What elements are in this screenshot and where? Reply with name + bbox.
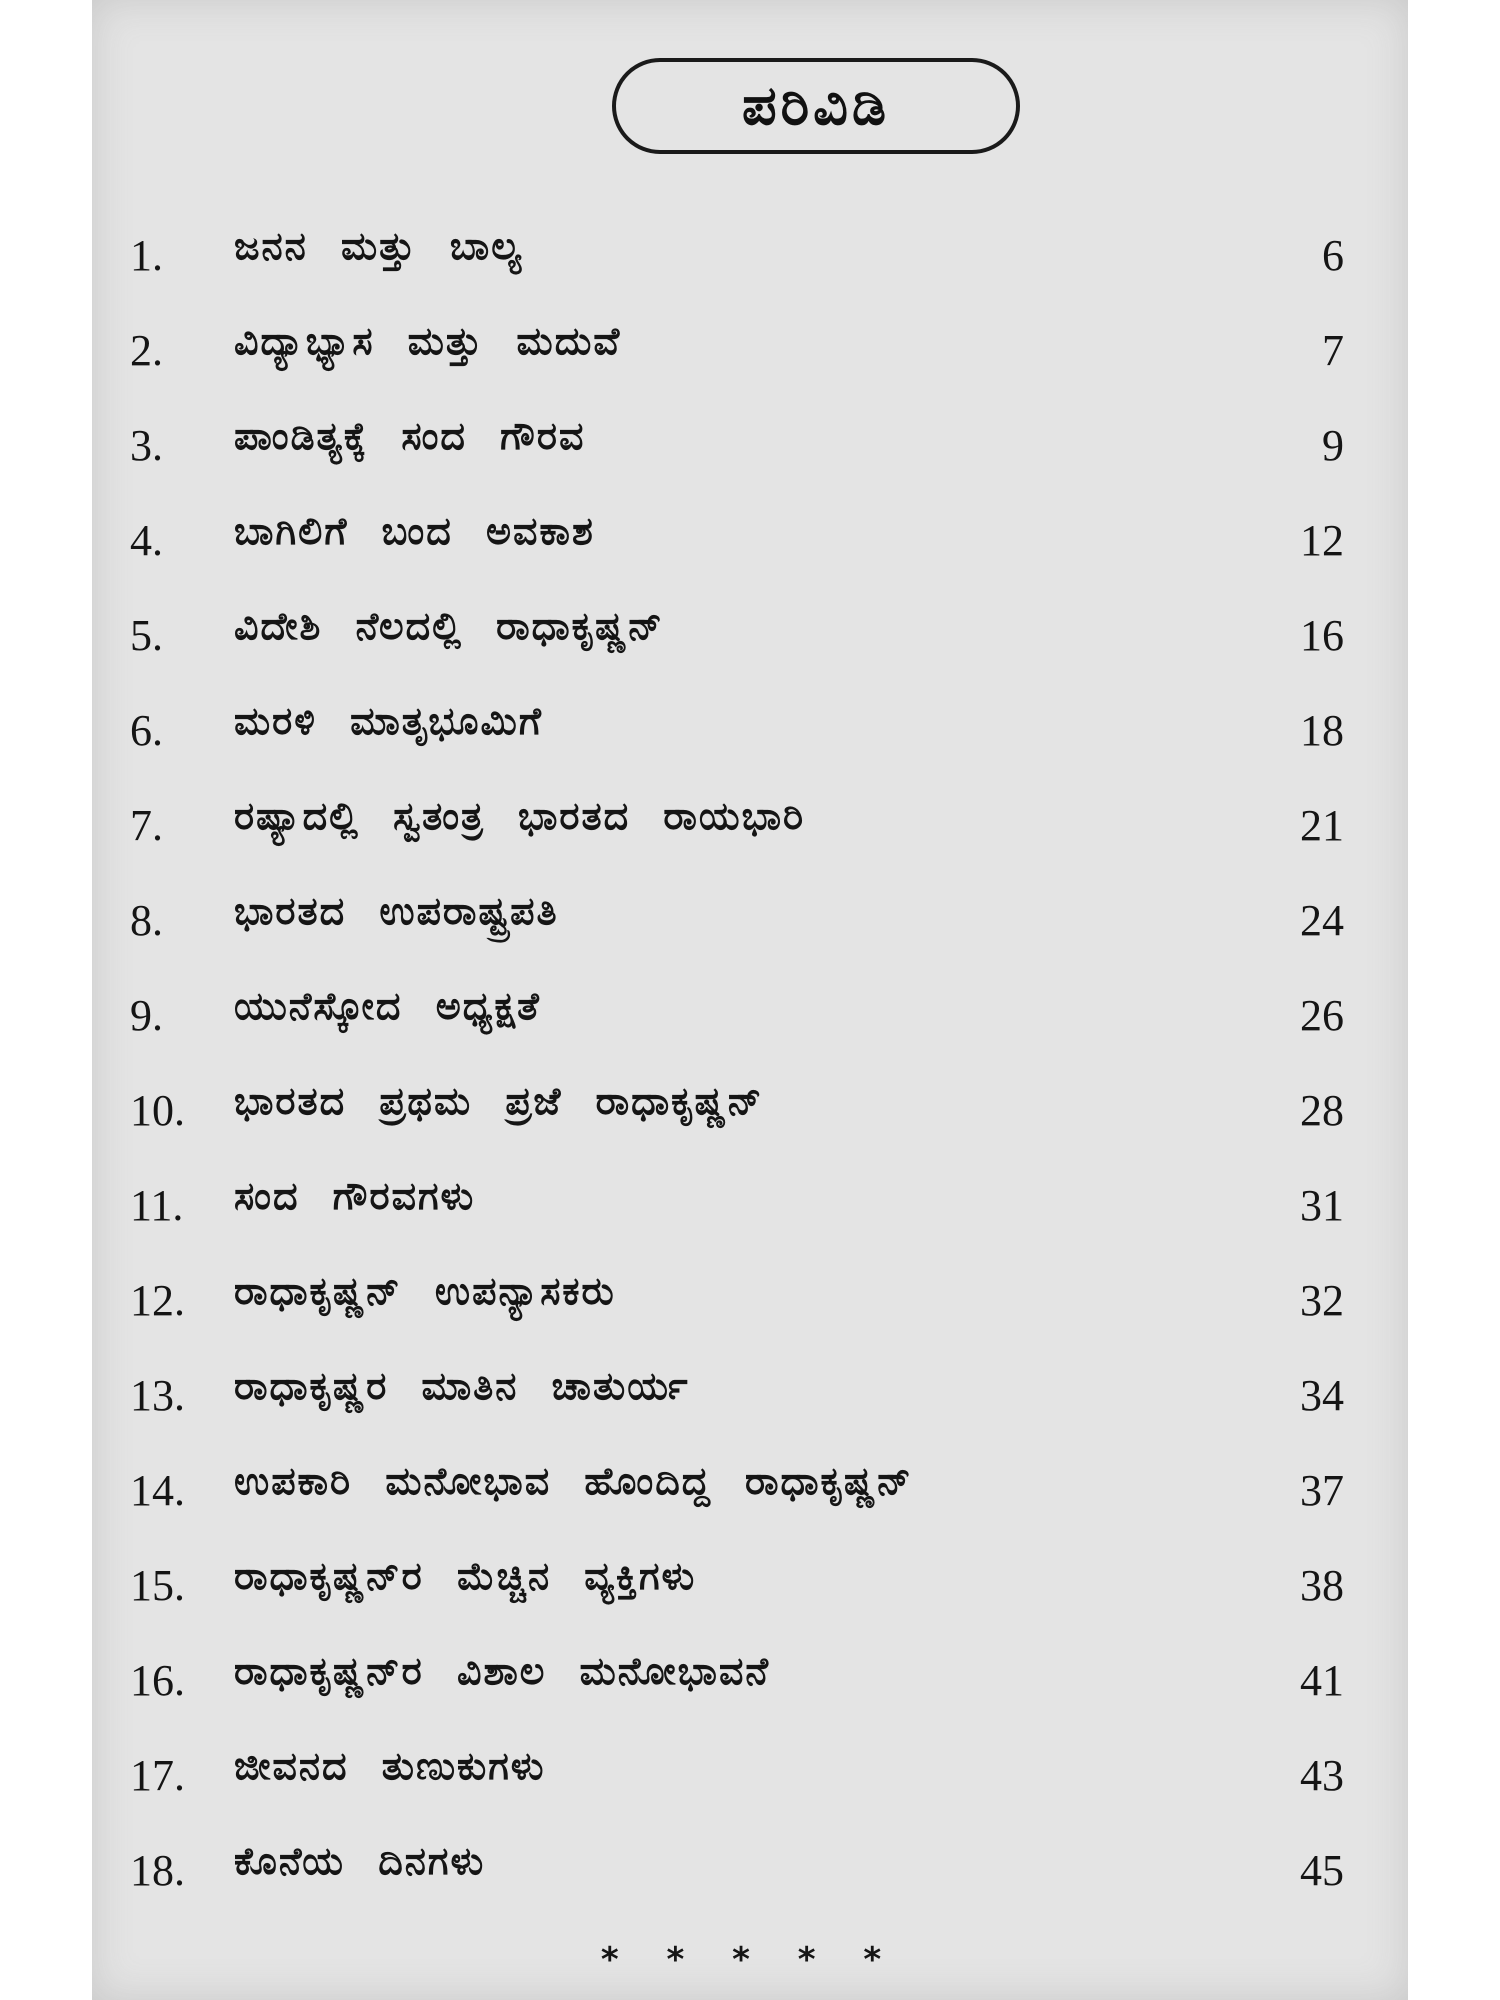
toc-entry-number: 4. [130, 516, 163, 565]
toc-entry-title: ಉಪಕಾರಿ ಮನೋಭಾವ ಹೊಂದಿದ್ದ ರಾಧಾಕೃಷ್ಣನ್ [234, 1459, 913, 1503]
toc-entry-15 [92, 1540, 1408, 1635]
toc-entry-title: ವಿದ್ಯಾಭ್ಯಾಸ ಮತ್ತು ಮದುವೆ [234, 319, 622, 363]
toc-entry-title: ಜೀವನದ ತುಣುಕುಗಳು [234, 1744, 546, 1788]
toc-entry-title: ಭಾರತದ ಉಪರಾಷ್ಟ್ರಪತಿ [234, 889, 559, 933]
toc-entry-number: 17. [130, 1751, 185, 1800]
toc-entry-7 [92, 780, 1408, 875]
toc-entry-title: ಯುನೆಸ್ಕೋದ ಅಧ್ಯಕ್ಷತೆ [234, 984, 541, 1028]
toc-entry-number: 8. [130, 896, 163, 945]
toc-entry-page: 34 [1300, 1371, 1344, 1420]
toc-entry-4 [92, 495, 1408, 590]
toc-entry-title: ರಾಧಾಕೃಷ್ಣನ್‌ರ ಮೆಚ್ಚಿನ ವ್ಯಕ್ತಿಗಳು [234, 1554, 697, 1598]
toc-entry-number: 2. [130, 326, 163, 375]
toc-entry-page: 26 [1300, 991, 1344, 1040]
toc-entry-page: 12 [1300, 516, 1344, 565]
table-of-contents [92, 210, 1408, 1920]
toc-entry-title: ಸಂದ ಗೌರವಗಳು [234, 1174, 476, 1218]
toc-entry-number: 5. [130, 611, 163, 660]
toc-entry-title: ರಾಧಾಕೃಷ್ಣರ ಮಾತಿನ ಚಾತುರ್ಯ [234, 1364, 690, 1408]
toc-entry-number: 6. [130, 706, 163, 755]
title-oval [612, 58, 1020, 154]
toc-entry-12 [92, 1255, 1408, 1350]
toc-entry-5 [92, 590, 1408, 685]
toc-entry-1 [92, 210, 1408, 305]
toc-entry-page: 41 [1300, 1656, 1344, 1705]
toc-entry-number: 12. [130, 1276, 185, 1325]
toc-entry-14 [92, 1445, 1408, 1540]
toc-entry-title: ಜನನ ಮತ್ತು ಬಾಲ್ಯ [234, 224, 524, 268]
toc-entry-number: 10. [130, 1086, 185, 1135]
toc-entry-title: ರಷ್ಯಾದಲ್ಲಿ ಸ್ವತಂತ್ರ ಭಾರತದ ರಾಯಭಾರಿ [234, 794, 806, 838]
toc-entry-number: 9. [130, 991, 163, 1040]
toc-entry-page: 16 [1300, 611, 1344, 660]
page-title: ಪರಿವಿಡಿ [742, 74, 890, 137]
toc-entry-16 [92, 1635, 1408, 1730]
toc-entry-18 [92, 1825, 1408, 1920]
toc-entry-title: ಮರಳಿ ಮಾತೃಭೂಮಿಗೆ [234, 699, 543, 743]
toc-entry-page: 24 [1300, 896, 1344, 945]
toc-entry-page: 6 [1322, 231, 1344, 280]
toc-entry-page: 31 [1300, 1181, 1344, 1230]
toc-entry-9 [92, 970, 1408, 1065]
toc-entry-page: 32 [1300, 1276, 1344, 1325]
toc-entry-page: 37 [1300, 1466, 1344, 1515]
toc-entry-2 [92, 305, 1408, 400]
toc-entry-title: ಭಾರತದ ಪ್ರಥಮ ಪ್ರಜೆ ರಾಧಾಕೃಷ್ಣನ್ [234, 1079, 764, 1123]
toc-entry-title: ವಿದೇಶಿ ನೆಲದಲ್ಲಿ ರಾಧಾಕೃಷ್ಣನ್ [234, 604, 664, 648]
toc-entry-number: 14. [130, 1466, 185, 1515]
toc-entry-number: 1. [130, 231, 163, 280]
toc-entry-title: ಪಾಂಡಿತ್ಯಕ್ಕೆ ಸಂದ ಗೌರವ [234, 414, 586, 458]
toc-entry-number: 3. [130, 421, 163, 470]
toc-entry-title: ರಾಧಾಕೃಷ್ಣನ್‌ರ ವಿಶಾಲ ಮನೋಭಾವನೆ [234, 1649, 770, 1693]
toc-entry-17 [92, 1730, 1408, 1825]
toc-entry-number: 11. [130, 1181, 184, 1230]
toc-entry-number: 15. [130, 1561, 185, 1610]
toc-entry-number: 18. [130, 1846, 185, 1895]
toc-entry-number: 16. [130, 1656, 185, 1705]
toc-entry-page: 18 [1300, 706, 1344, 755]
book-page [92, 0, 1408, 2000]
toc-entry-page: 43 [1300, 1751, 1344, 1800]
toc-entry-title: ಕೊನೆಯ ದಿನಗಳು [234, 1839, 486, 1883]
toc-entry-page: 9 [1322, 421, 1344, 470]
toc-entry-title: ರಾಧಾಕೃಷ್ಣನ್ ಉಪನ್ಯಾಸಕರು [234, 1269, 616, 1313]
toc-entry-11 [92, 1160, 1408, 1255]
toc-entry-page: 28 [1300, 1086, 1344, 1135]
toc-entry-number: 13. [130, 1371, 185, 1420]
toc-entry-6 [92, 685, 1408, 780]
toc-entry-page: 21 [1300, 801, 1344, 850]
footer-ornament: * * * * * [600, 1940, 900, 1980]
toc-entry-page: 7 [1322, 326, 1344, 375]
toc-entry-page: 38 [1300, 1561, 1344, 1610]
toc-entry-8 [92, 875, 1408, 970]
toc-entry-number: 7. [130, 801, 163, 850]
toc-entry-13 [92, 1350, 1408, 1445]
toc-entry-3 [92, 400, 1408, 495]
toc-entry-10 [92, 1065, 1408, 1160]
toc-entry-title: ಬಾಗಿಲಿಗೆ ಬಂದ ಅವಕಾಶ [234, 509, 595, 553]
toc-entry-page: 45 [1300, 1846, 1344, 1895]
